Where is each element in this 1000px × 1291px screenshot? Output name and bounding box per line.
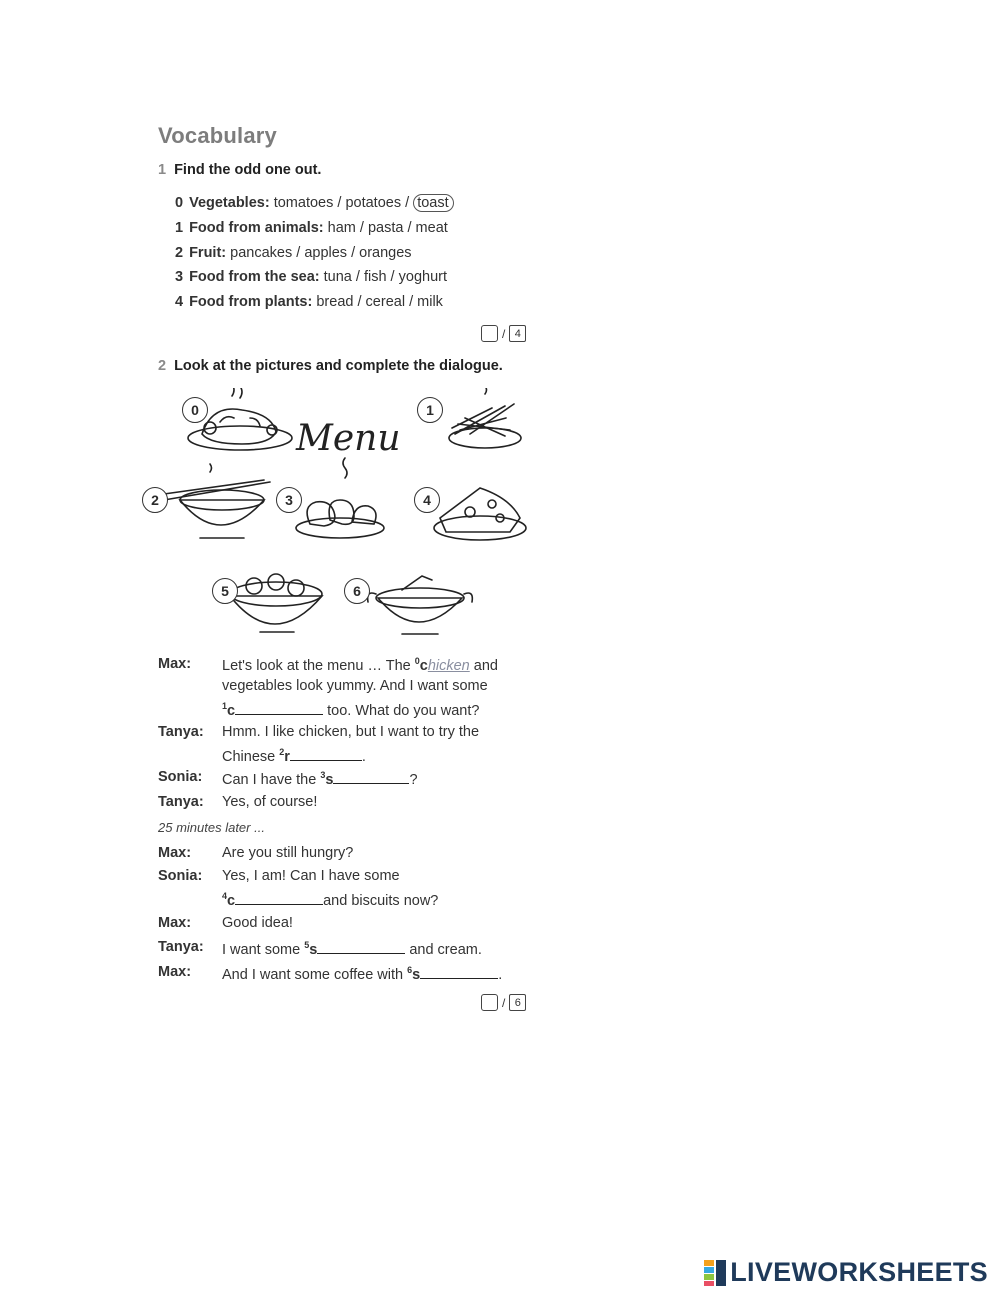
dialogue-line-max-4 bbox=[158, 964, 538, 986]
score-separator: / bbox=[502, 326, 506, 341]
dialogue-text: Good idea! bbox=[222, 915, 293, 931]
answer-blank-3[interactable] bbox=[333, 769, 409, 784]
dialogue-line-max-1 bbox=[158, 656, 538, 722]
dialogue-text: Yes, I am! Can I have some bbox=[222, 868, 400, 884]
picture-number-1: 1 bbox=[417, 397, 443, 423]
dialogue-text: Are you still hungry? bbox=[222, 845, 354, 861]
item-label: Food from the sea: bbox=[189, 269, 320, 285]
liveworksheets-logo-icon bbox=[704, 1260, 726, 1286]
task1-item-2: 2 Fruit: pancakes / apples / oranges bbox=[175, 245, 412, 261]
dialogue-line-max-3 bbox=[158, 915, 538, 937]
picture-number-3: 3 bbox=[276, 487, 302, 513]
item-option[interactable]: apples bbox=[304, 245, 348, 261]
dialogue-line-tanya-2 bbox=[158, 794, 538, 816]
speaker-name: Max: bbox=[158, 915, 192, 931]
task1-item-0: 0 Vegetables: tomatoes / potatoes / toast bbox=[175, 195, 454, 211]
dialogue-text: I want some $^5$s and cream. bbox=[222, 940, 482, 958]
task2-number: 2 bbox=[158, 358, 167, 374]
item-option: potatoes bbox=[345, 195, 402, 211]
dialogue-line-sonia-2 bbox=[158, 868, 538, 912]
item-option[interactable]: meat bbox=[415, 220, 448, 236]
french-fries-picture bbox=[449, 388, 521, 448]
picture-number-4: 4 bbox=[414, 487, 440, 513]
dialogue-text: $^4$c and biscuits now? bbox=[222, 891, 439, 909]
menu-title: Menu bbox=[296, 418, 401, 459]
item-label: Food from animals: bbox=[189, 220, 324, 236]
dialogue-line-tanya-1 bbox=[158, 724, 538, 768]
answer-blank-5[interactable] bbox=[317, 939, 405, 954]
brand-name: LIVEWORKSHEETS bbox=[730, 1257, 988, 1287]
score-input-box[interactable] bbox=[481, 994, 498, 1011]
item-option[interactable]: pasta bbox=[367, 220, 404, 236]
task2-instruction bbox=[158, 358, 503, 374]
picture-number-6: 6 bbox=[344, 578, 370, 604]
menu-illustrations bbox=[140, 388, 540, 648]
example-answer: hicken bbox=[427, 657, 470, 674]
dialogue-text: $^1$c too. What do you want? bbox=[222, 701, 480, 719]
task2-score bbox=[481, 994, 526, 1011]
speaker-name: Max: bbox=[158, 656, 192, 672]
dialogue-text: Chinese $^2$r . bbox=[222, 747, 366, 765]
item-option[interactable]: yoghurt bbox=[398, 269, 447, 285]
item-number: 3 bbox=[175, 269, 184, 285]
item-option[interactable]: ham bbox=[327, 220, 356, 236]
item-option[interactable]: milk bbox=[417, 294, 443, 310]
speaker-name: Sonia: bbox=[158, 868, 203, 884]
speaker-name: Sonia: bbox=[158, 769, 203, 785]
item-number: 4 bbox=[175, 294, 184, 310]
task1-item-1: 1 Food from animals: ham / pasta / meat bbox=[175, 220, 448, 236]
task2-text: Look at the pictures and complete the dialogue. bbox=[174, 358, 503, 374]
item-label: Fruit: bbox=[189, 245, 227, 261]
speaker-name: Tanya: bbox=[158, 939, 204, 955]
task1-instruction bbox=[158, 162, 321, 178]
speaker-name: Tanya: bbox=[158, 724, 204, 740]
dialogue-text: And I want some coffee with $^6$s . bbox=[222, 965, 503, 983]
answer-blank-4[interactable] bbox=[235, 890, 323, 905]
answer-blank-2[interactable] bbox=[290, 746, 362, 761]
rice-bowl-picture bbox=[164, 464, 270, 538]
soup-tureen-picture bbox=[368, 576, 473, 634]
task1-number: 1 bbox=[158, 162, 167, 178]
picture-number-0: 0 bbox=[182, 397, 208, 423]
answer-blank-6[interactable] bbox=[420, 964, 498, 979]
item-option[interactable]: fish bbox=[363, 269, 387, 285]
item-number: 0 bbox=[175, 195, 184, 211]
picture-number-5: 5 bbox=[212, 578, 238, 604]
task1-score bbox=[481, 325, 526, 342]
score-max: 4 bbox=[509, 325, 526, 342]
dialogue-text: Yes, of course! bbox=[222, 794, 318, 810]
dialogue-line-sonia-1 bbox=[158, 769, 538, 791]
item-option[interactable]: tuna bbox=[323, 269, 352, 285]
task1-item-4: 4 Food from plants: bread / cereal / milk bbox=[175, 294, 443, 310]
speaker-name: Max: bbox=[158, 964, 192, 980]
item-label: Food from plants: bbox=[189, 294, 313, 310]
dialogue-text: Can I have the $^3$s ? bbox=[222, 770, 418, 788]
speaker-name: Max: bbox=[158, 845, 192, 861]
item-option[interactable]: pancakes bbox=[230, 245, 293, 261]
item-number: 1 bbox=[175, 220, 184, 236]
cheese-picture bbox=[434, 488, 526, 540]
time-note: 25 minutes later ... bbox=[158, 820, 265, 835]
item-number: 2 bbox=[175, 245, 184, 261]
dialogue-text: Let's look at the menu … The $^0$chicken and bbox=[222, 656, 498, 674]
dialogue-text: Hmm. I like chicken, but I want to try the bbox=[222, 724, 480, 740]
picture-number-2: 2 bbox=[142, 487, 168, 513]
section-heading: Vocabulary bbox=[158, 123, 277, 148]
sausages-picture bbox=[296, 458, 384, 538]
dialogue-line-max-2 bbox=[158, 845, 538, 867]
item-option[interactable]: oranges bbox=[359, 245, 412, 261]
score-separator: / bbox=[502, 995, 506, 1010]
speaker-name: Tanya: bbox=[158, 794, 204, 810]
score-max: 6 bbox=[509, 994, 526, 1011]
item-label: Vegetables: bbox=[189, 195, 270, 211]
answer-blank-1[interactable] bbox=[235, 700, 323, 715]
dialogue-line-tanya-3 bbox=[158, 939, 538, 961]
item-option[interactable]: bread bbox=[316, 294, 354, 310]
task1-text: Find the odd one out. bbox=[174, 162, 322, 178]
item-option: tomatoes bbox=[273, 195, 334, 211]
salad-bowl-picture bbox=[230, 574, 322, 632]
task1-item-3: 3 Food from the sea: tuna / fish / yoghurt bbox=[175, 269, 447, 285]
circled-answer: toast bbox=[413, 194, 453, 212]
brand-logo bbox=[704, 1257, 988, 1288]
score-input-box[interactable] bbox=[481, 325, 498, 342]
item-option[interactable]: cereal bbox=[365, 294, 406, 310]
dialogue-text: vegetables look yummy. And I want some bbox=[222, 678, 488, 694]
